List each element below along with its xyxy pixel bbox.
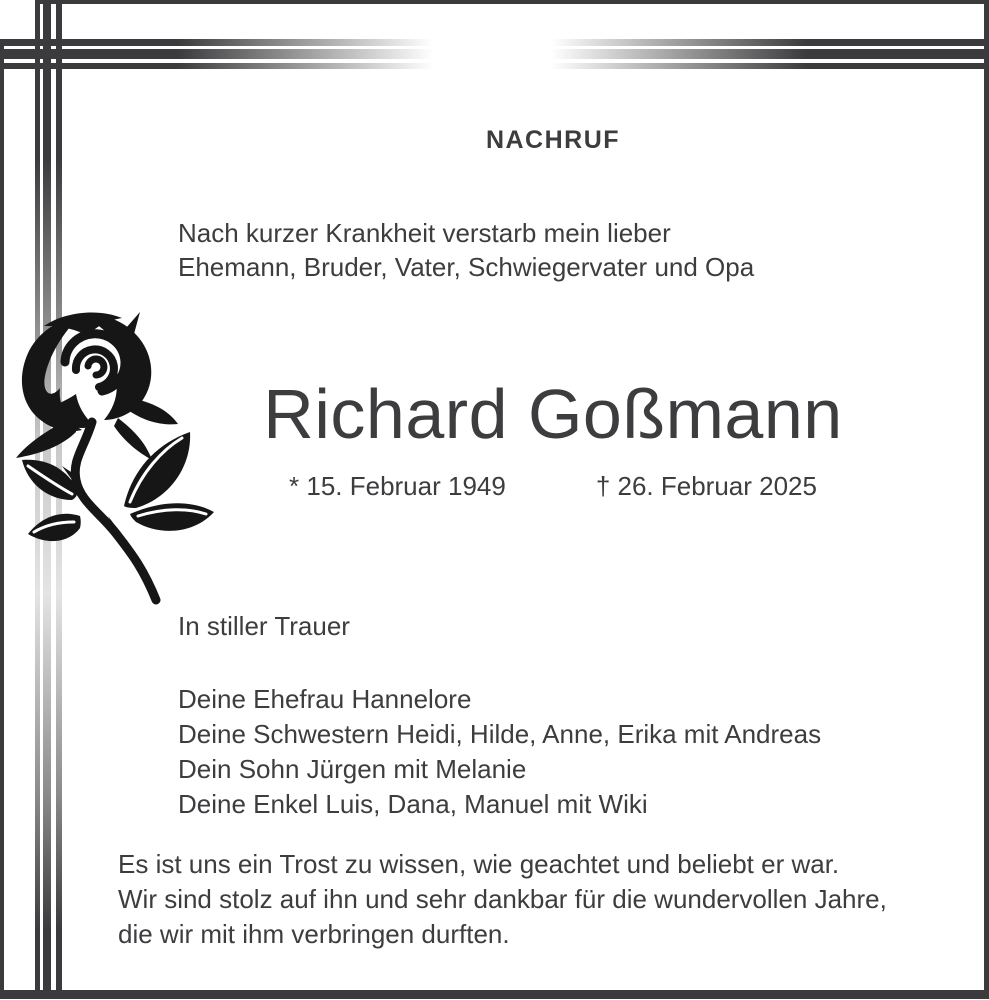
intro-text xyxy=(178,216,754,284)
mourning-intro: In stiller Trauer xyxy=(178,611,350,641)
mourner-line: Dein Sohn Jürgen mit Melanie xyxy=(178,754,527,784)
closing-line: Wir sind stolz auf ihn und sehr dankbar für die wundervollen Jahre, xyxy=(118,884,887,914)
death-date: † 26. Februar 2025 xyxy=(595,471,817,501)
mourners-list xyxy=(178,682,821,822)
closing-text xyxy=(118,847,887,952)
closing-line: Es ist uns ein Trost zu wissen, wie geachtet und beliebt er war. xyxy=(118,849,840,879)
frame-horizontal-band-1 xyxy=(0,39,984,46)
mourner-line: Deine Ehefrau Hannelore xyxy=(178,684,472,714)
frame-left-rule xyxy=(0,39,4,999)
deceased-name: Richard Goßmann xyxy=(263,375,843,453)
intro-line-2: Ehemann, Bruder, Vater, Schwiegervater und Opa xyxy=(178,252,755,282)
intro-line-1: Nach kurzer Krankheit verstarb mein lieber xyxy=(178,218,671,248)
mourner-line: Deine Enkel Luis, Dana, Manuel mit Wiki xyxy=(178,789,648,819)
life-dates xyxy=(121,471,985,502)
frame-bottom-bar xyxy=(0,990,989,999)
frame-top-rule xyxy=(35,0,989,4)
frame-horizontal-band-3 xyxy=(0,63,984,69)
notice-kicker: NACHRUF xyxy=(485,126,621,154)
closing-line: die wir mit ihm verbringen durften. xyxy=(118,919,510,949)
birth-date: * 15. Februar 1949 xyxy=(289,471,506,501)
frame-horizontal-band-2 xyxy=(0,49,984,59)
rose-icon xyxy=(14,308,220,614)
mourner-line: Deine Schwestern Heidi, Hilde, Anne, Erika mit Andreas xyxy=(178,719,822,749)
